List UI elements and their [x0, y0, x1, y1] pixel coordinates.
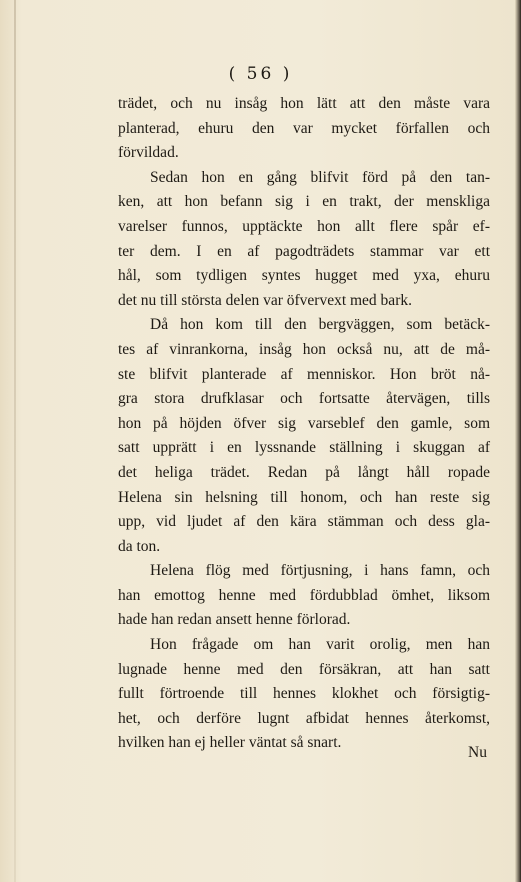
text-line: ste blifvit planterade af menniskor. Hon bröt nå- [118, 365, 490, 383]
text-line: fullt förtroende till hennes klokhet och försigtig- [118, 685, 490, 703]
text-line: da ton. [118, 537, 161, 555]
text-line: Helena sin helsning till honom, och han reste sig [118, 488, 490, 506]
text-line: trädet, och nu insåg hon lätt att den måste vara [118, 95, 490, 112]
text-line: det nu till största delen var öfvervext med bark. [118, 291, 412, 309]
text-line: ken, att hon befann sig i en trakt, der menskliga [118, 193, 490, 211]
text-line: lugnade henne med den försäkran, att han satt [118, 660, 490, 678]
catchword: Nu [468, 744, 487, 761]
page-edge [515, 0, 521, 882]
text-line: förvildad. [118, 144, 179, 162]
text-line: ter dem. I en af pagodträdets stammar var ett [118, 242, 490, 260]
text-line: varelser funnos, upptäckte hon allt flere spår ef- [118, 217, 490, 235]
text-line: tes af vinrankorna, insåg hon också nu, att de må- [118, 340, 490, 358]
text-line: Hon frågade om han varit orolig, men han [150, 636, 490, 654]
text-line: upp, vid ljudet af den kära stämman och dess gla- [118, 513, 490, 531]
text-line: hade han redan ansett henne förlorad. [118, 611, 351, 629]
text-line: gra stora drufklasar och fortsatte återvägen, tills [118, 390, 490, 408]
text-line: Då hon kom till den bergväggen, som betäck- [150, 316, 490, 334]
text-line: han emottog henne med fördubblad ömhet, liksom [118, 586, 490, 604]
text-line: hon på höjden öfver sig varseblef den gamle, som [118, 414, 490, 432]
text-line: het, och derföre lugnt afbidat hennes återkomst, [118, 709, 490, 727]
page-gutter [14, 0, 16, 882]
text-line: Sedan hon en gång blifvit förd på den tan- [150, 168, 490, 186]
text-line: det heliga trädet. Redan på långt håll ropade [118, 463, 490, 481]
text-line: hvilken han ej heller väntat så snart. [118, 734, 342, 752]
text-line: hål, som tydligen syntes hugget med yxa, ehuru [118, 267, 490, 285]
text-line: satt upprätt i en lyssnande ställning i skuggan af [118, 439, 490, 457]
text-line: Helena flög med förtjusning, i hans famn, och [150, 562, 490, 580]
body-text [118, 92, 490, 756]
text-line: planterad, ehuru den var mycket förfallen och [118, 119, 490, 137]
page-number: ( 56 ) [228, 64, 293, 84]
